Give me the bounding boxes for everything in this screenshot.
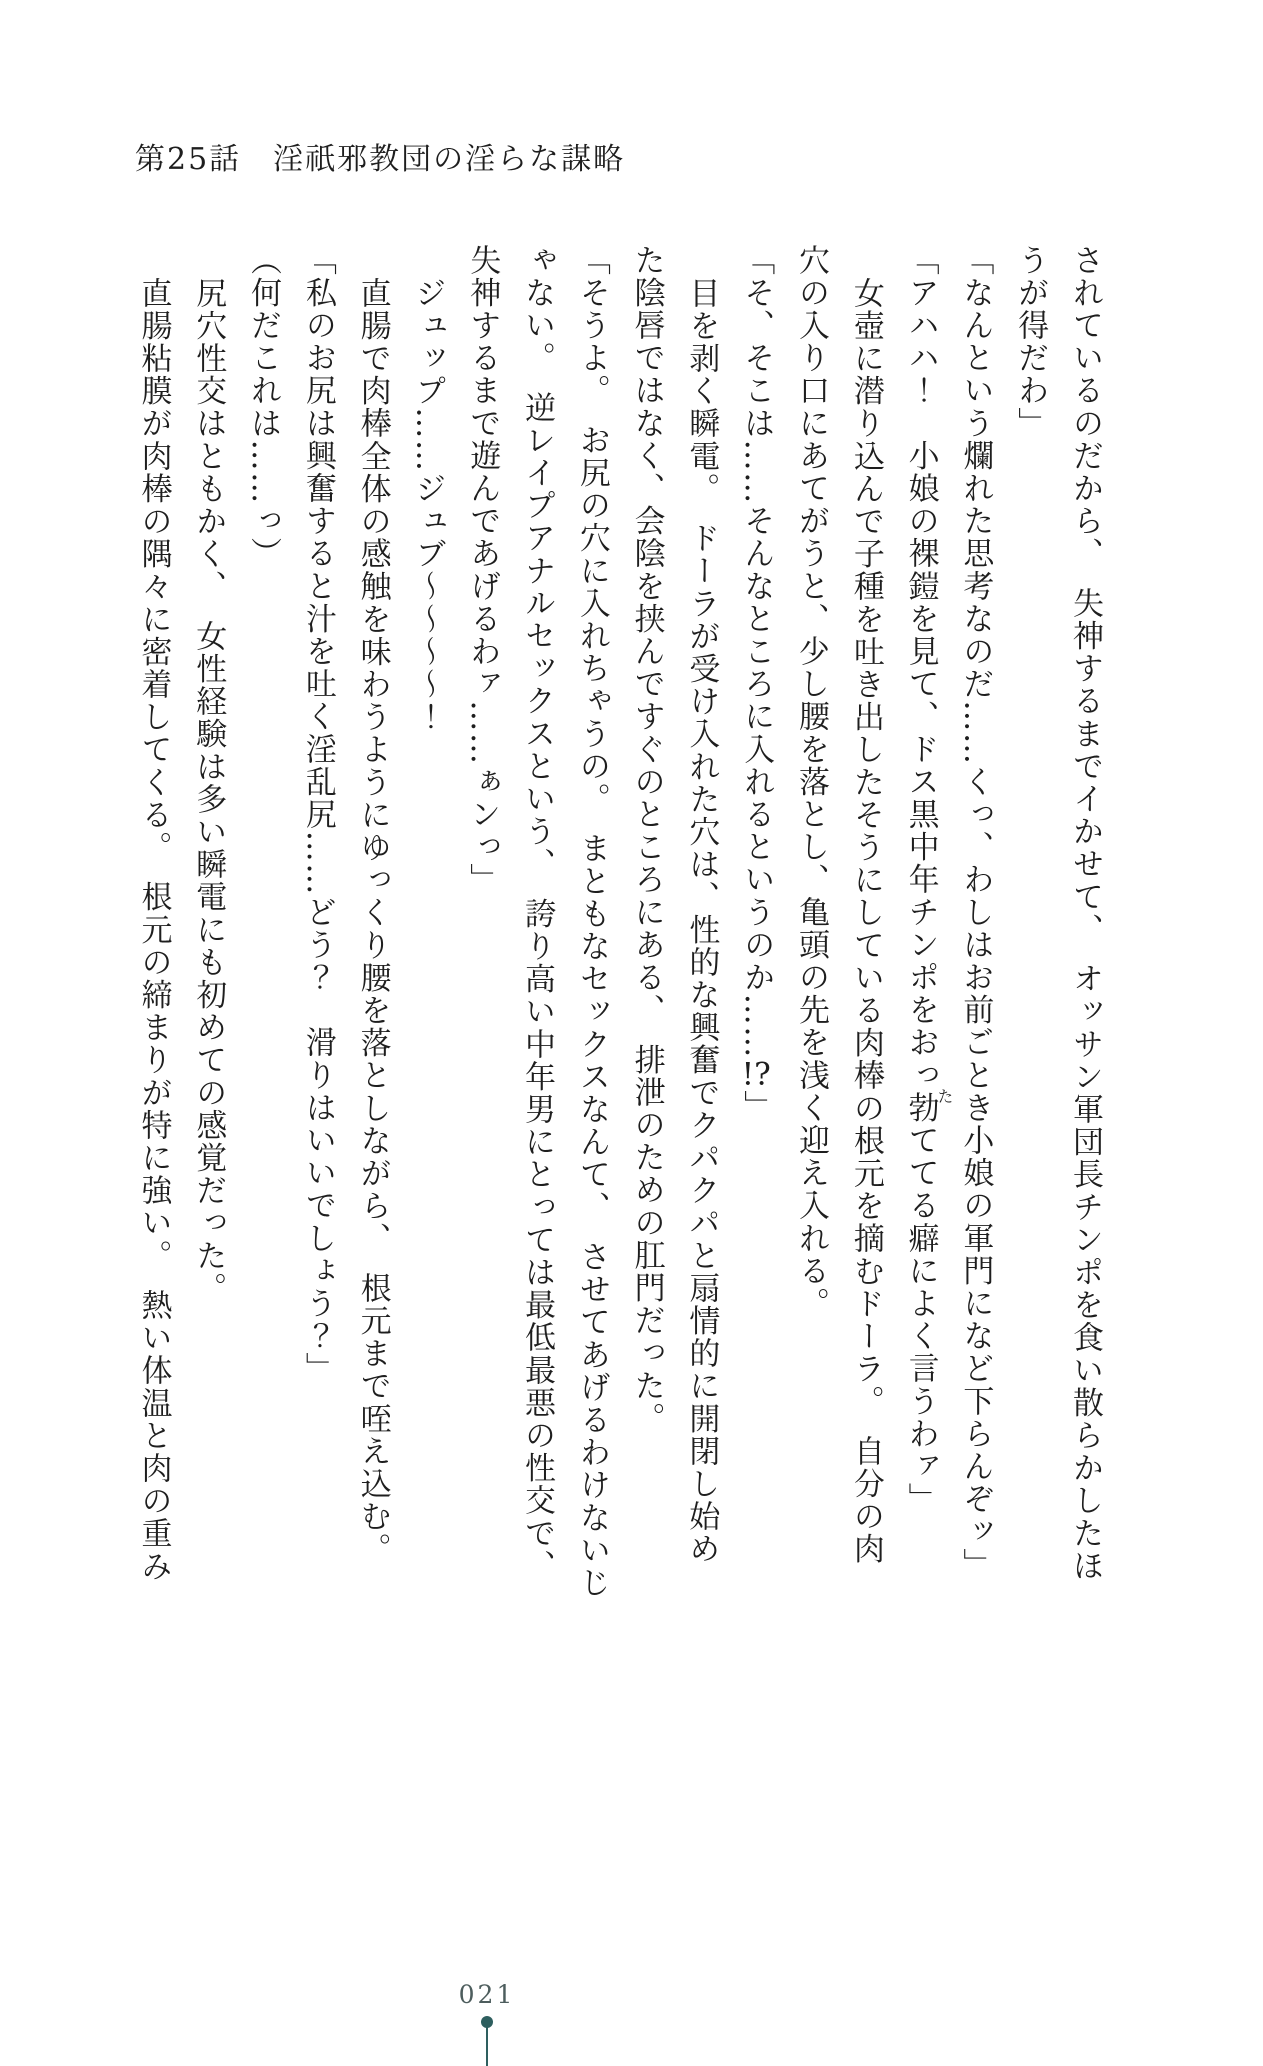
text-column: 「なんという爛れた思考なのだ……くっ、わしはお前ごとき小娘の軍門になど下らんぞッ」 — [957, 244, 994, 1581]
text-column: 失神するまで遊んであげるわァ……ぁンっ」 — [464, 244, 501, 896]
text-column: ゃない。 逆レイプアナルセックスという、 誇り高い中年男にとっては最低最悪の性交で、 — [519, 244, 556, 1583]
tatechuyoko-exclamation-question: !? — [741, 1059, 771, 1090]
body-columns — [126, 244, 1112, 1664]
text-column: 目を剥く瞬電。 ドーラが受け入れた穴は、性的な興奮でクパクパと扇情的に開閉し始め — [683, 277, 720, 1566]
text-column: ジュップ……ジュブ～～～～！ — [409, 277, 446, 734]
text-column: 「そうよ。 お尻の穴に入れちゃうの。 まともなセックスなんて、 させてあげるわけないじ — [573, 244, 610, 1600]
text-column: 尻穴性交はともかく、 女性経験は多い瞬電にも初めての感覚だった。 — [190, 277, 227, 1305]
text-column: 直腸粘膜が肉棒の隅々に密着してくる。 根元の締まりが特に強い。 熱い体温と肉の重み — [135, 277, 172, 1583]
text-column: 「そ、そこは……そんなところに入れるというのか……!?」 — [738, 244, 775, 1123]
furigana-annotation: た — [935, 1088, 954, 1104]
page-number: 021 — [458, 1980, 516, 2009]
text-column: 女壺に潜り込んで子種を吐き出したそうにしている肉棒の根元を摘むドーラ。 自分の肉 — [847, 277, 884, 1566]
text-column: うが得だわ」 — [1012, 244, 1049, 440]
chapter-title: 第25話 淫祇邪教団の淫らな謀略 — [135, 142, 626, 177]
text-column: た陰唇ではなく、会陰を挟んですぐのところにある、 排泄のための肛門だった。 — [628, 244, 665, 1435]
text-column: されているのだから、 失神するまでイかせて、 オッサン軍団長チンポを食い散らかしたほ — [1067, 244, 1103, 1583]
text-column: 「アハハ！ 小娘の裸鎧を見て、ドス黒中年チンポをおっ勃ててる癖によく言うわァ」 — [902, 244, 939, 1516]
text-column: （何だこれは……っ） — [245, 244, 282, 570]
text-column: 直腸で肉棒全体の感触を味わうようにゆっくり腰を落としながら、 根元まで咥え込む。 — [354, 277, 391, 1566]
footer-ornament-line — [486, 2027, 488, 2066]
text-column: 穴の入り口にあてがうと、少し腰を落とし、亀頭の先を浅く迎え入れる。 — [793, 244, 830, 1320]
text-column: 「私のお尻は興奮すると汁を吐く淫乱尻……どう？ 滑りはいいでしょう？」 — [299, 244, 336, 1385]
